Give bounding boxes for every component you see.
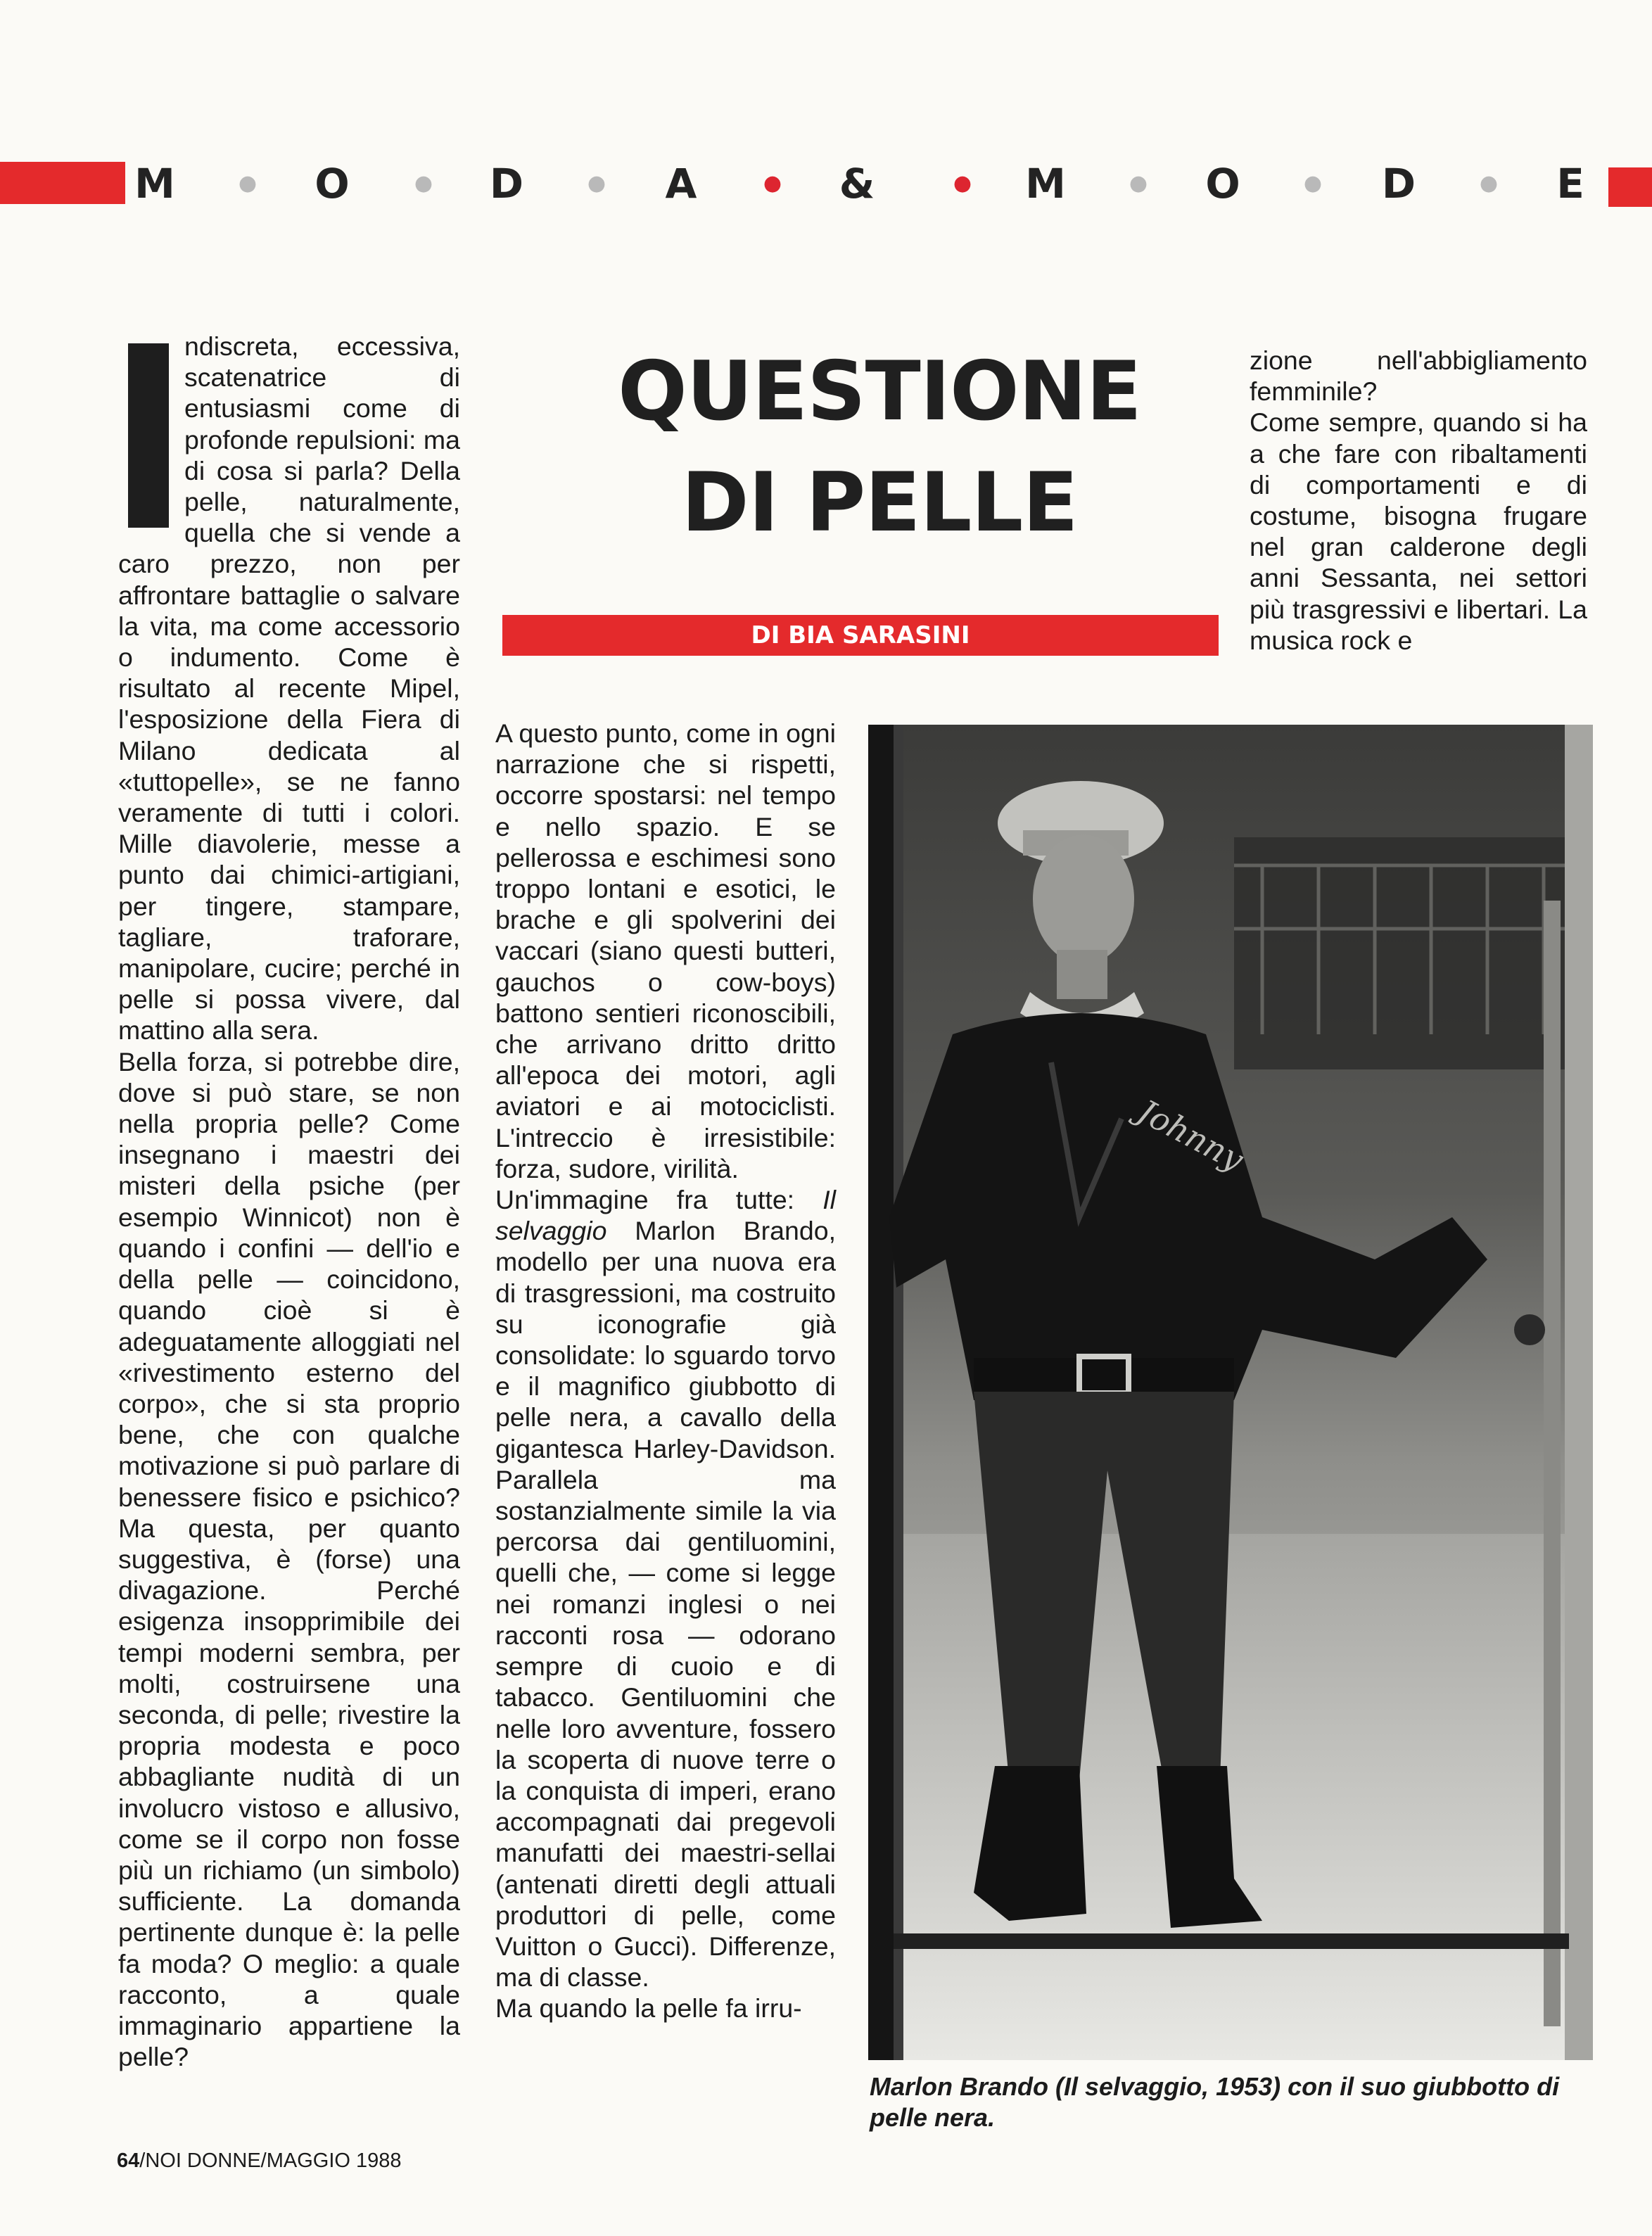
publication-info: /NOI DONNE/MAGGIO 1988 [139,2149,402,2172]
photo-caption: Marlon Brando (Il selvaggio, 1953) con il suo giubbotto di pelle nera. [870,2072,1560,2132]
header-letter: D [1381,160,1416,208]
header-letter: M [1025,160,1066,208]
photo-illustration [868,725,1593,2060]
page-footer [117,2149,402,2173]
header-dot-grey-icon: ● [587,171,606,196]
article-title-line-2: DI PELLE [681,455,1078,550]
article-title-line-1: QUESTIONE [618,344,1141,439]
header-dot-red-icon: ● [763,171,782,196]
article-column-1 [118,331,460,2072]
header-dot-red-icon: ● [953,171,972,196]
header-dot-grey-icon: ● [1479,171,1499,196]
article-photo [868,725,1593,2060]
article-column-3 [1250,345,1587,656]
article-title [612,336,1147,559]
page-number: 64 [117,2149,140,2172]
article-paragraph: zione nell'abbigliamento femminile? [1250,345,1587,407]
header-letter: M [134,160,175,208]
header-letter: O [314,160,350,208]
article-paragraph: A questo punto, come in ogni narrazione che si rispetti, occorre spostarsi: nel tempo e nello spazio. E se pellerossa e eschimesi sono troppo lontani e esotici, le brache e gli spolverini dei vaccari (siano questi butteri, gauchos o cow-boys) battono sentieri riconoscibili, che arrivano dritto dritto all'epoca dei motori, agli aviatori e ai motociclisti. L'intreccio è irresistibile: forza, sudore, virilità. [495,718,836,1183]
article-paragraph: Ma quando la pelle fa irru- [495,1993,802,2024]
header-letter: E [1556,160,1584,208]
header-dot-grey-icon: ● [1129,171,1148,196]
header-red-bar-right [1608,167,1652,207]
header-letter: A [665,160,697,208]
header-letter: & [839,160,875,208]
article-paragraph: Un'immagine fra tutte: Il selvaggio Marlon Brando, modello per una nuova era di trasgressioni, ma costruito su iconografie già consolidate: lo sguardo torvo e il magnifico giubbotto di pelle nera, a cavallo della gigantesca Harley-Davidson. Parallela ma sostanzialmente simile la via percorsa dai gentiluomini, quelli che, — come si legge nei romanzi inglesi o nei racconti rosa — odorano sempre di cuoio e di tabacco. Gentiluomini che nelle loro avventure, fossero la scoperta di nuove terre o la conquista di imperi, erano accompagnati dai pregevoli manufatti dei maestri-sellai (antenati diretti degli attuali produttori di pelle, come Vuitton o Gucci). Differenze, ma di classe. [495,1185,836,1993]
header-dot-grey-icon: ● [414,171,433,196]
header-red-bar-left [0,162,125,204]
article-paragraph: Come sempre, quando si ha a che fare con ribaltamenti di comportamenti e di costume, bisogna frugare nel gran calderone degli anni Sessanta, nei settori più trasgressivi e libertari. La musica rock e [1250,407,1587,655]
header-dot-grey-icon: ● [1303,171,1323,196]
article-column-2 [495,718,836,2024]
header-letter: D [489,160,524,208]
article-paragraph: Bella forza, si potrebbe dire, dove si può stare, se non nella propria pelle? Come insegnano i maestri dei misteri della psiche (per esempio Winnicot) non è quando i confini — dell'io e della pelle — coincidono, quando cioè si è adeguatamente alloggiati nel «rivestimento esterno del corpo», che si sta proprio bene, che con qualche motivazione si può parlare di benessere fisico e psichico? Ma questa, per quanto suggestiva, è (forse) una divagazione. Perché esigenza insopprimibile dei tempi moderni sembra, per molti, costruirsene una seconda, di pelle; rivestire la propria modesta e poco abbagliante nudità di un involucro vistoso e allusivo, come se il corpo non fosse più un richiamo (un simbolo) sufficiente. La domanda pertinente dunque è: la pelle fa moda? O meglio: a quale racconto, a quale immaginario appartiene la pelle? [118,1046,460,2072]
film-title-italic: Il selvaggio [495,1185,836,1246]
article-paragraph: ndiscreta, eccessiva, scatenatrice di entusiasmi come di profonde repulsioni: ma di cosa si parla? Della pelle, naturalmente, quella che si vende a caro prezzo, non per affrontare battaglie o salvare la vita, ma come accessorio o indumento. Come è risultato al recente Mipel, l'esposizione della Fiera di Milano dedicata al «tuttopelle», se ne fanno veramente di tutti i colori. Mille diavolerie, messe a punto dai chimici-artigiani, per tingere, stampare, tagliare, traforare, manipolare, cucire; perché in pelle si possa vivere, dal mattino alla sera. [118,331,460,1046]
header-letter: O [1205,160,1240,208]
dropcap-letter [128,343,169,528]
article-byline: DI BIA SARASINI [502,615,1219,656]
section-header [0,160,1652,208]
jacket-name-text: Johnny [1131,1092,1250,1179]
header-dot-grey-icon: ● [238,171,258,196]
